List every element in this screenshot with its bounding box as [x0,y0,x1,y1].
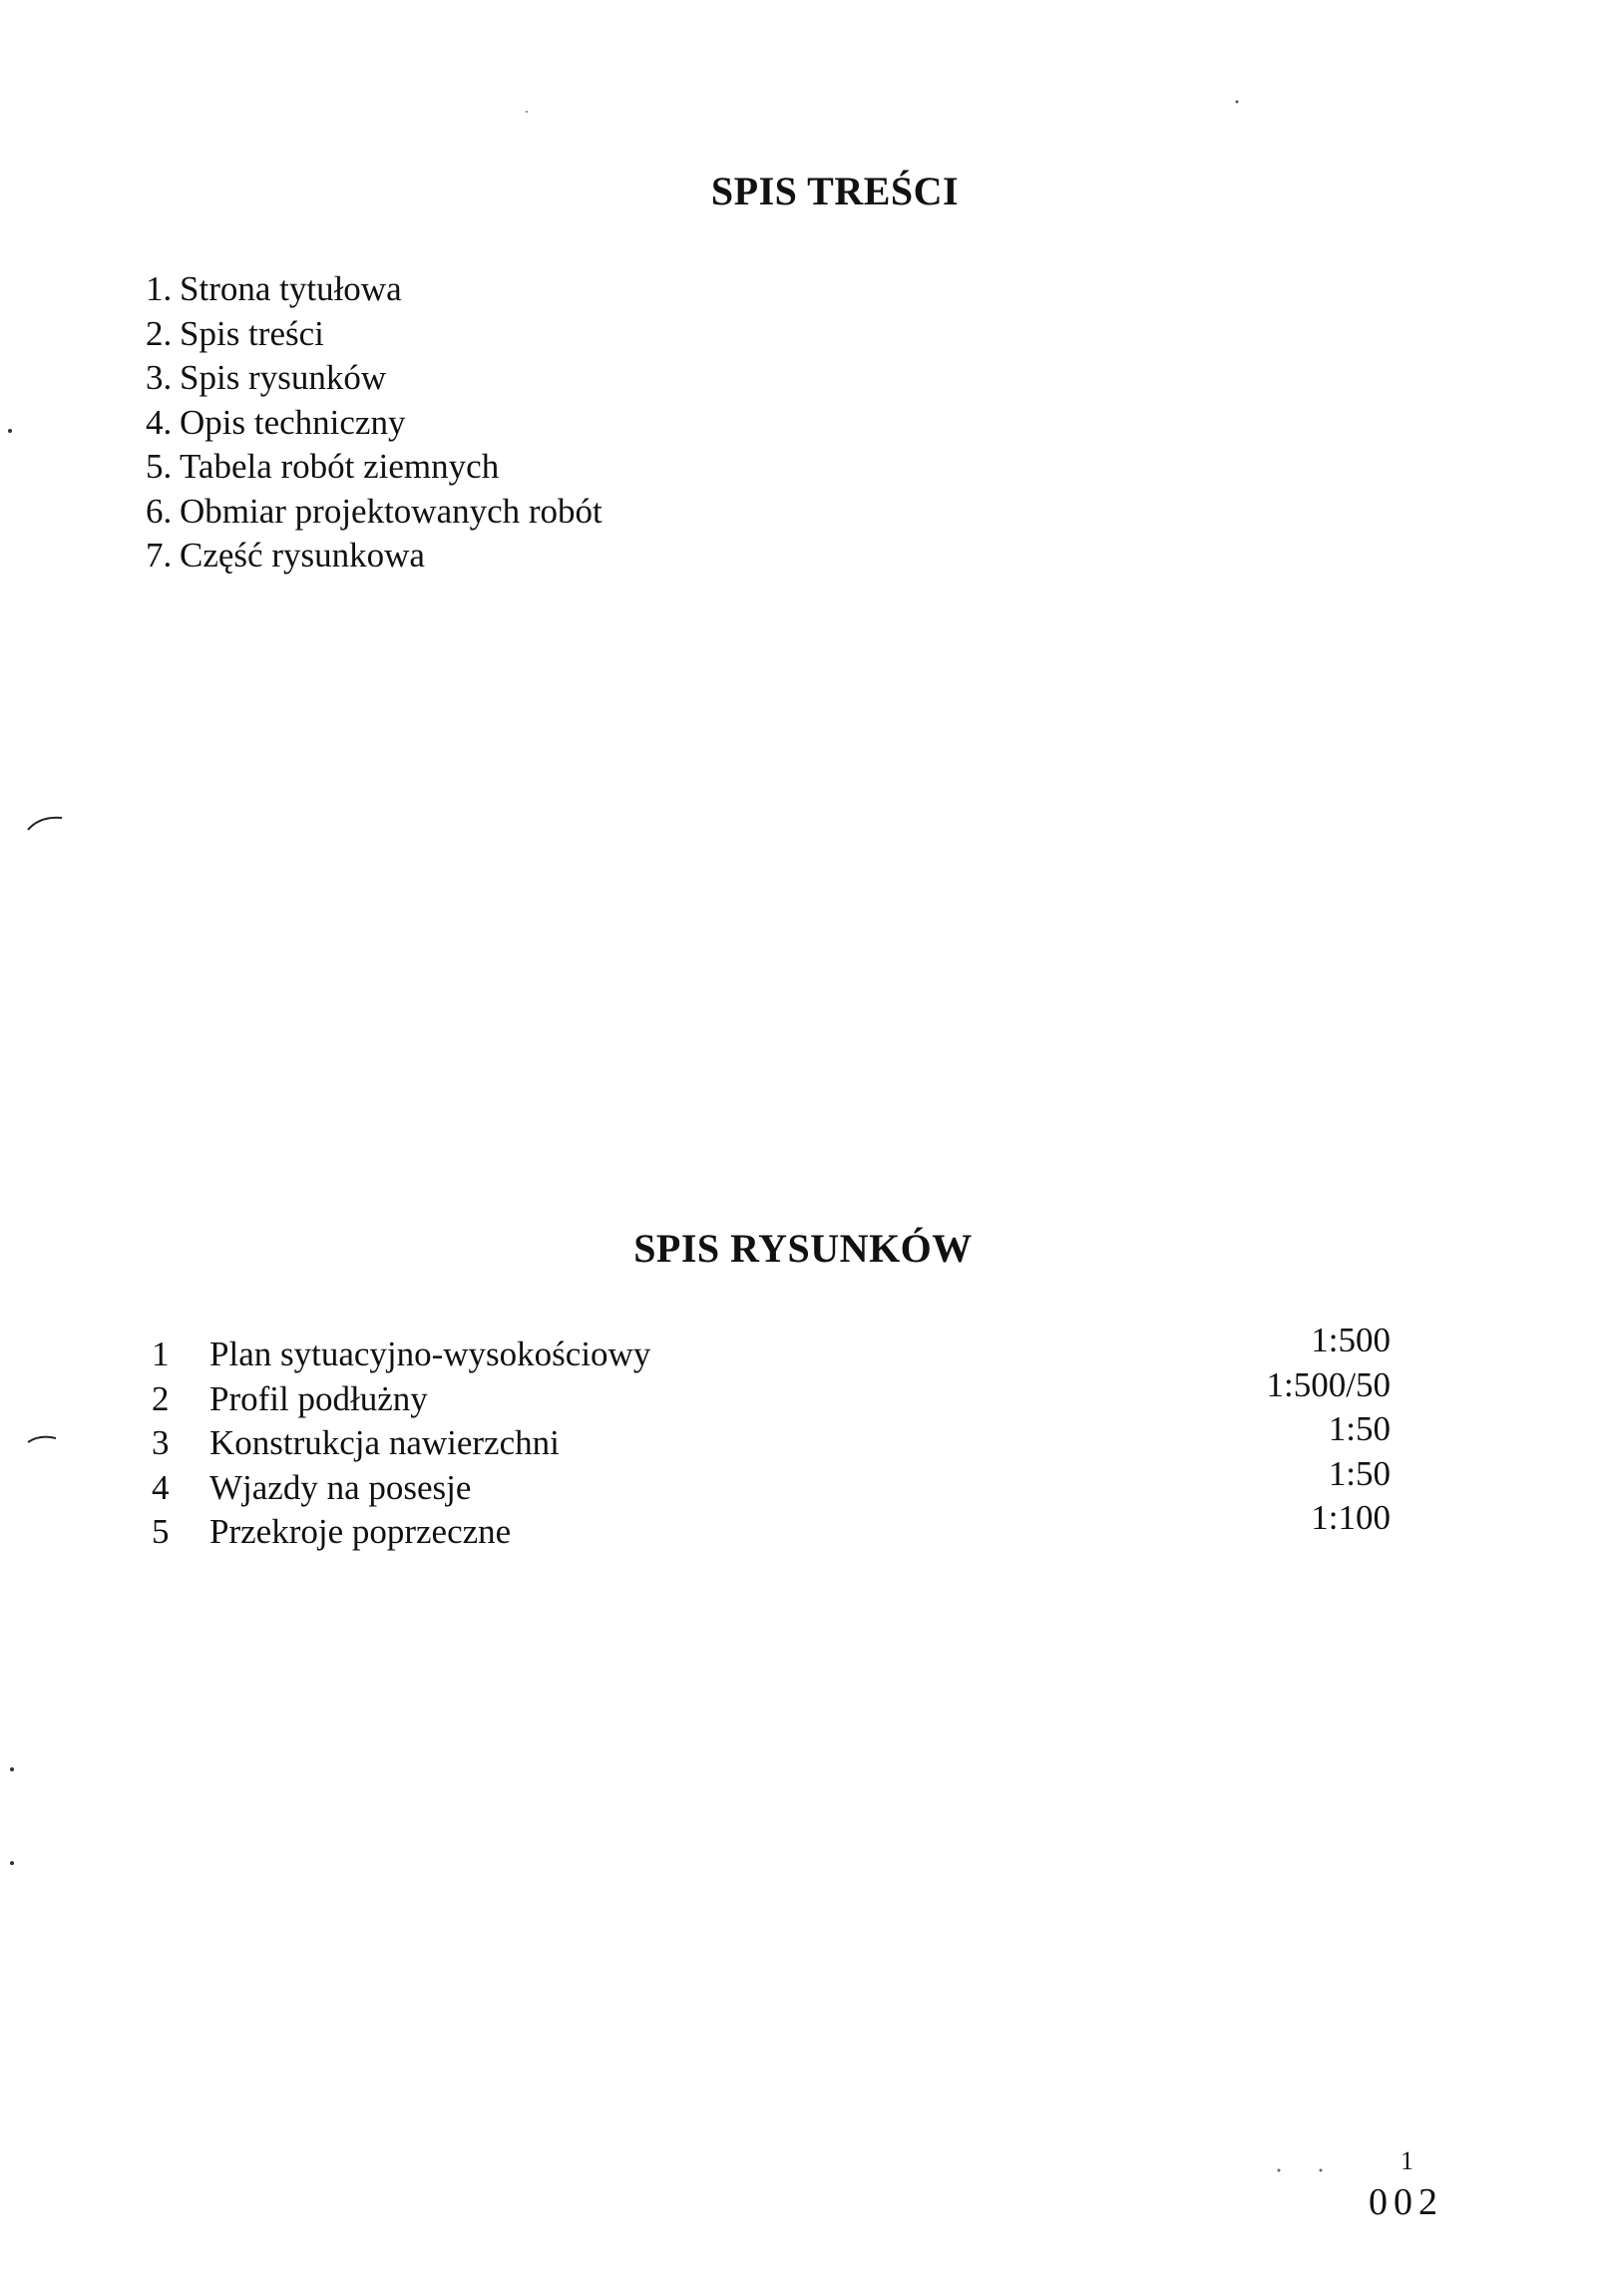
toc-item-label: Obmiar projektowanych robót [180,491,602,531]
drawing-number: 1 [152,1335,170,1373]
drawing-row [152,1333,650,1377]
toc-item-label: Spis treści [180,313,324,353]
drawings-list [152,1333,650,1555]
scan-speck [8,429,12,433]
drawing-title: Wjazdy na posesje [209,1467,472,1507]
toc-item [146,356,602,401]
toc-item-label: Tabela robót ziemnych [180,447,500,486]
document-code: 002 [1369,2181,1443,2223]
toc-item-number: 7. [146,536,173,574]
toc-item [146,445,602,490]
drawing-number: 2 [152,1378,170,1418]
scan-speck [10,1861,14,1865]
toc-heading: SPIS TREŚCI [710,169,960,213]
toc-item [146,267,602,312]
toc-item-label: Spis rysunków [180,358,387,397]
toc-item-number: 1. [146,269,173,308]
drawing-row [152,1466,650,1511]
drawing-number: 4 [152,1467,170,1507]
scan-mark [28,1437,56,1442]
drawing-title: Profil podłużny [209,1378,428,1418]
page-number: 1 [1401,2146,1413,2175]
toc-item-label: Część rysunkowa [180,536,425,574]
toc-item-label: Strona tytułowa [180,269,402,308]
drawing-scale: 1:100 [1311,1498,1391,1537]
toc-item [146,490,602,535]
scan-speck [1236,101,1239,104]
toc-item-number: 2. [146,313,173,353]
drawing-scale: 1:50 [1328,1453,1391,1493]
toc-item-label: Opis techniczny [180,402,406,442]
drawings-heading: SPIS RYSUNKÓW [633,1226,973,1271]
scan-speck [10,1767,14,1771]
scan-speck [526,111,528,113]
drawing-number: 5 [152,1512,170,1551]
drawing-scale: 1:500 [1311,1321,1391,1359]
toc-item-number: 5. [146,447,173,486]
drawing-row [152,1421,650,1466]
drawing-scale: 1:50 [1328,1409,1391,1448]
scan-mark [28,818,62,830]
toc-item-number: 4. [146,402,173,442]
toc-item-number: 6. [146,491,173,531]
toc-item [146,534,602,578]
drawing-row [152,1510,650,1555]
scan-speck [1320,2169,1323,2172]
toc-item [146,312,602,357]
drawing-scale: 1:500/50 [1266,1364,1391,1404]
drawing-number: 3 [152,1423,170,1462]
drawing-title: Plan sytuacyjno-wysokościowy [209,1335,651,1373]
drawing-title: Konstrukcja nawierzchni [209,1423,560,1462]
toc-item-number: 3. [146,358,173,397]
scan-speck [1278,2169,1281,2172]
toc-item [146,401,602,446]
drawing-row [152,1377,650,1422]
toc-list [146,267,602,578]
drawing-scales [1267,1319,1391,1541]
drawing-title: Przekroje poprzeczne [209,1512,512,1551]
